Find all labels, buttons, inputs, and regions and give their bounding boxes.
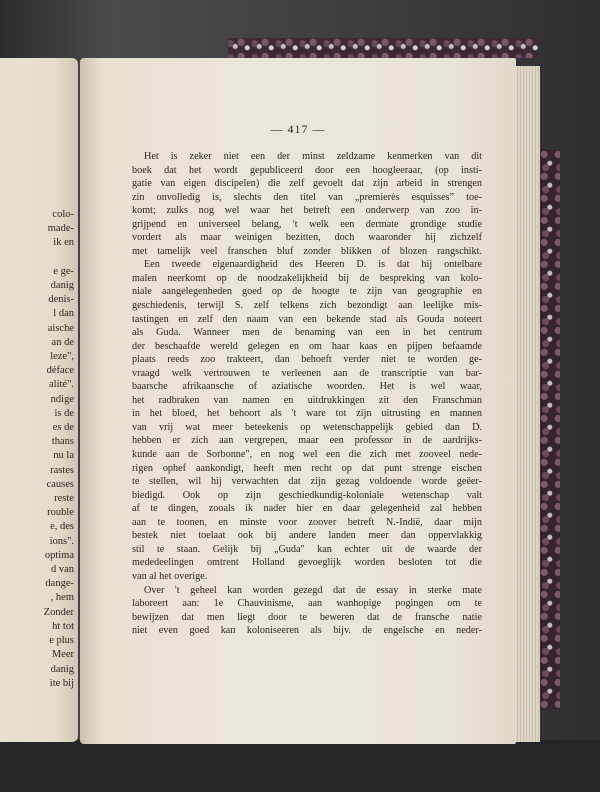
left-facing-page	[0, 58, 78, 742]
text-line: plaats reeds zoo trakteert, dan behoeft verder niet te worden ge-	[132, 354, 482, 366]
left-page-line: e, des	[50, 521, 74, 533]
text-line: bewijzen dat men liegt door te beweren dat de fransche natie	[132, 611, 482, 623]
left-page-line: , hem	[50, 592, 74, 604]
text-line: van al het overige.	[132, 570, 208, 582]
text-line: niale aangelegenheden goed op de hoogte te zijn van geographie en	[132, 286, 482, 298]
left-page-line: ht tot	[52, 620, 74, 632]
left-page-line: ik en	[53, 237, 74, 249]
left-page-line: d van	[50, 564, 74, 576]
left-page-line: déface	[46, 365, 74, 377]
text-line: Het is zeker niet een der minst zeldzame kenmerken van dit	[144, 151, 482, 162]
text-line: tastingen en zelf den naam van een bekende stad als Gouda noteert	[132, 313, 482, 325]
text-line: van vrij wat meer beteekenis op wetenschappelijk gebied dan D.	[132, 421, 482, 433]
left-page-line: colo-	[52, 209, 74, 220]
left-page-line: l dan	[53, 308, 74, 320]
text-line: geschiedenis, terwijl S. zelf telkens zich bezondigt aan leelijke mis-	[132, 300, 482, 312]
page-number: — 417 —	[270, 122, 326, 136]
left-page-line: nu la	[53, 450, 74, 462]
left-page-line: ndige	[50, 393, 74, 405]
marbled-cover-right	[540, 150, 560, 710]
text-line: boek dat het wordt gepubliceerd door een hoogleeraar, (op insti-	[132, 164, 482, 176]
text-line: bestek niet toelaat ook bij andere landen meer dan oppervlakkig	[132, 530, 482, 542]
left-page-line: rastes	[50, 464, 74, 476]
left-page-line: ions".	[49, 535, 74, 547]
left-page-line: es de	[52, 422, 74, 434]
text-line: komt; zulks nog wel waar het betreft een onderwerp van zoo in-	[132, 205, 482, 217]
text-line: het radbraken van namen en uitdrukkingen zit den Franschman	[132, 394, 482, 406]
left-page-text-fragments	[0, 208, 74, 689]
left-page-line: ite bij	[49, 677, 74, 689]
left-page-line: optima	[44, 549, 74, 561]
text-line: hebben er zich aan vergrepen, maar een professor in de aardrijks-	[132, 435, 482, 447]
left-page-line: rouble	[47, 507, 74, 519]
left-page-line: leze",	[50, 351, 74, 363]
book-page	[80, 58, 516, 744]
left-page-line: Meer	[51, 649, 74, 661]
left-page-line: aische	[47, 322, 74, 334]
text-line: als Guda. Wanneer men de benaming van een in het centrum	[132, 327, 482, 339]
text-line: der beschaafde wereld gelegen en om haar kaas en pijpen befaamde	[132, 340, 482, 352]
left-page-line: dange-	[45, 578, 74, 590]
left-page-line: an de	[51, 336, 74, 348]
text-line: in het bloed, het behoort als 't ware tot zijn uitrusting en mannen	[132, 408, 482, 420]
text-line: grijpend en universeel belang, 't welk een dermate grondige studie	[132, 218, 482, 230]
text-line: rigen ophef aankondigt, heeft men recht op dat punt strenge eischen	[132, 462, 482, 474]
text-line: Over 't geheel kan worden gezegd dat de essay in sterke mate	[144, 584, 482, 596]
text-line: vordert als maar weinigen bezitten, doch waaronder hij zichzelf	[132, 232, 482, 244]
left-page-line: Zonder	[43, 606, 74, 618]
left-page-line: thans	[51, 436, 74, 448]
text-line: malen neerkomt op de noodzakelijkheid bij de bespreking van kolo-	[132, 272, 482, 284]
left-page-line: alité".	[49, 379, 74, 391]
left-page-line: is de	[54, 407, 74, 419]
scanner-bed-edge	[0, 740, 600, 792]
left-page-line: made-	[47, 223, 74, 235]
text-line: met tamelijk veel franschen bluf zonder blikken of blozen rangschikt.	[132, 245, 482, 257]
left-page-line: causes	[46, 478, 74, 490]
text-line: af te dingen, zooals ik nader hier en daar gelegenheid zal hebben	[132, 503, 482, 515]
text-line: kunde aan de Sorbonne", en nog wel een die zich met zooveel nede-	[132, 449, 482, 461]
text-line: stil te staan. Gelijk bij „Guda" kan echter uit de waarde der	[132, 543, 482, 555]
left-page-line: danig	[50, 280, 74, 292]
left-page-line	[0, 251, 74, 265]
text-line: mededeelingen omtrent Holland gevoeglijk worden besloten tot die	[132, 557, 482, 569]
text-line: vraagd welk vertrouwen te verleenen aan de transcriptie van bar-	[132, 367, 482, 379]
left-page-line: reste	[54, 493, 74, 505]
marbled-cover-top	[228, 38, 538, 58]
page-edges	[512, 66, 540, 742]
body-text	[132, 150, 482, 638]
left-page-line: e ge-	[53, 265, 74, 277]
text-line: te stellen, wil hij verwachten dat zijn gezag voldoende worde geëer-	[132, 476, 482, 488]
text-line: gatie van eigen discipelen) die zelf gevoelt dat zijn arbeid in strengen	[132, 178, 482, 190]
text-line: baarsche afrikaansche of aziatische woorden. Het is wel waar,	[132, 381, 482, 393]
text-line: aan te toonen, en minste voor zoover betreft N.-Indië, daar mijn	[132, 516, 482, 528]
text-line: niet even goed kan koloniseeren als bijv. de engelsche en neder-	[132, 625, 482, 637]
left-page-line: e plus	[49, 635, 74, 647]
text-line: biedigd. Ook op zijn geschiedkundig-koloniale wetenschap valt	[132, 489, 482, 501]
text-line: laboreert aan: 1e Chauvinisme, aan wanhopige pogingen om te	[132, 598, 482, 610]
left-page-line: denis-	[48, 294, 74, 306]
left-page-line: danig	[50, 663, 74, 675]
text-line: Een tweede eigenaardigheid des Heeren D. is dat hij ontelbare	[144, 259, 482, 271]
text-line: zin onvolledig is, slechts den titel van „premierès esquisses” toe-	[132, 191, 482, 203]
